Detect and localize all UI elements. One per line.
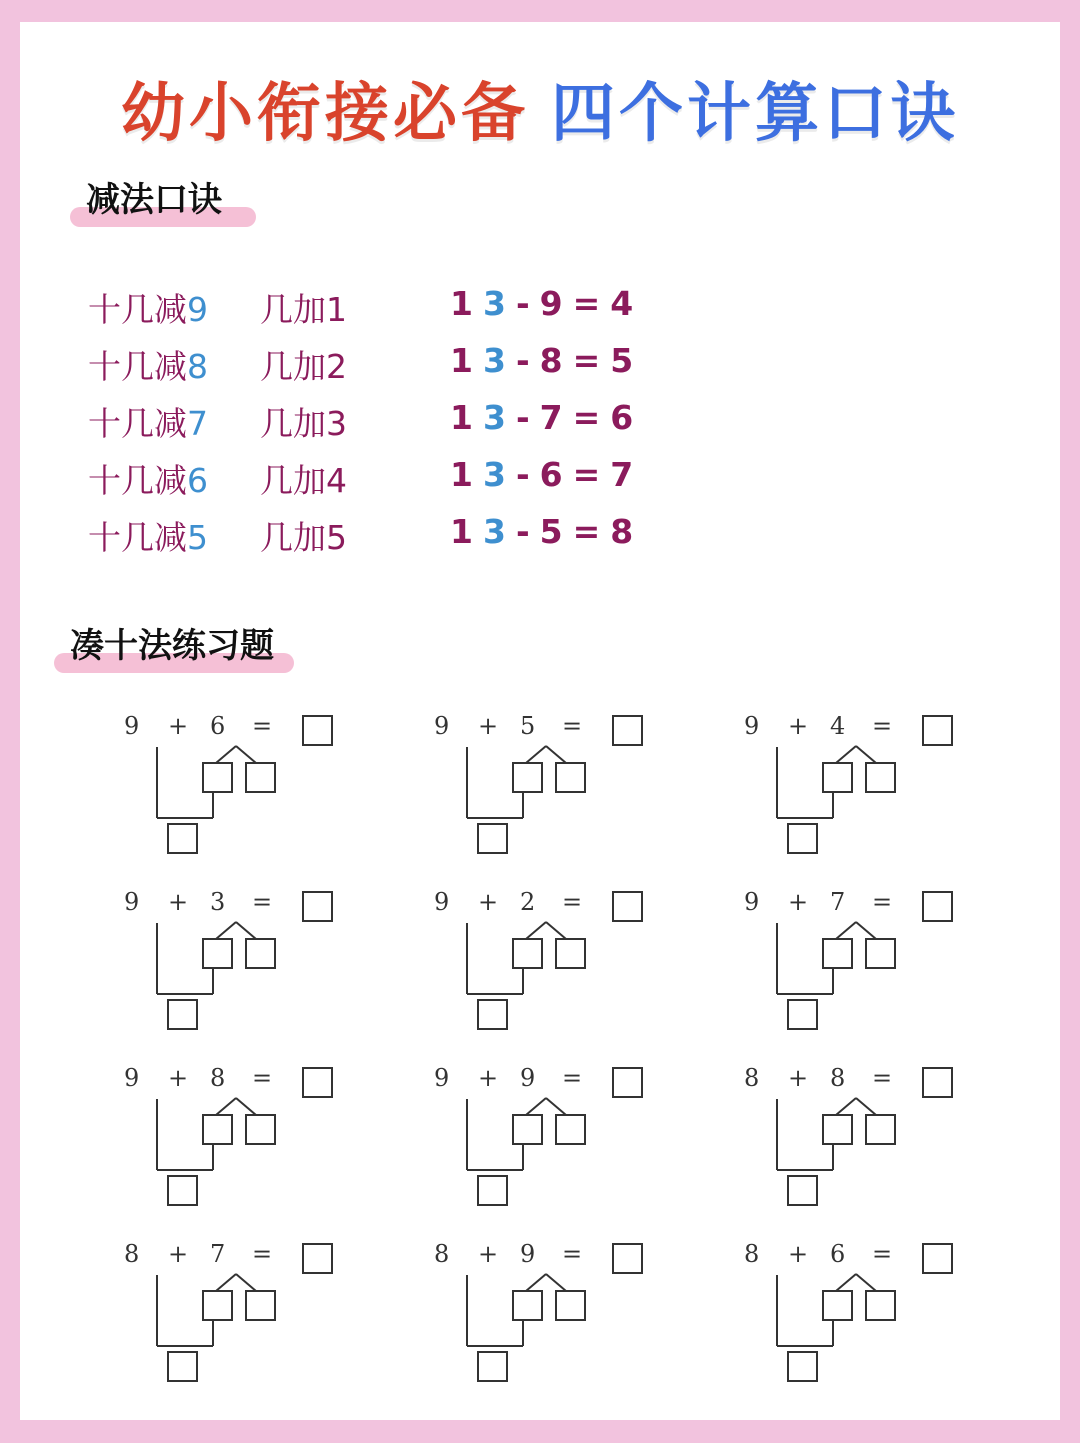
make-ten-diagram	[426, 878, 646, 1038]
split-box-right	[246, 939, 275, 968]
split-box-right	[556, 939, 585, 968]
ten-box	[478, 1352, 507, 1381]
split-line-right	[546, 1098, 566, 1115]
eq-result: 6	[610, 398, 644, 437]
addend-a: 9	[434, 888, 450, 916]
eq-operator: -	[515, 341, 540, 380]
answer-box	[613, 1244, 642, 1273]
practice-problem	[426, 878, 646, 1038]
split-line-left	[836, 1274, 856, 1291]
answer-box	[923, 892, 952, 921]
answer-box	[303, 1244, 332, 1273]
split-line-left	[836, 1098, 856, 1115]
addend-a: 8	[434, 1240, 450, 1268]
equals-sign: =	[562, 888, 583, 916]
rule-left	[88, 284, 208, 331]
eq-result: 5	[610, 341, 644, 380]
eq-digit-1: 1	[450, 512, 483, 551]
addend-b: 9	[520, 1064, 536, 1092]
split-box-left	[823, 1115, 852, 1144]
practice-problem	[736, 1054, 956, 1214]
eq-digit-1: 1	[450, 284, 483, 323]
practice-problem	[116, 878, 336, 1038]
eq-digit-2: 3	[482, 284, 516, 323]
plus-sign: +	[788, 1064, 809, 1092]
split-line-left	[526, 1098, 546, 1115]
eq-digit-2: 3	[482, 455, 516, 494]
split-line-right	[236, 746, 256, 763]
eq-subtrahend: 8	[539, 341, 573, 380]
split-box-right	[556, 1291, 585, 1320]
split-line-left	[216, 1274, 236, 1291]
addend-b: 4	[830, 712, 846, 740]
split-line-right	[856, 1098, 876, 1115]
rule-left-number: 6	[187, 461, 208, 500]
addend-a: 9	[434, 712, 450, 740]
worksheet-page	[20, 22, 1060, 1420]
section-heading-text: 凑十法练习题	[70, 626, 274, 666]
rule-left-text: 十几减	[88, 518, 187, 557]
ten-box	[788, 1352, 817, 1381]
ten-box	[168, 1176, 197, 1205]
make-ten-diagram	[736, 1054, 956, 1214]
rule-equation	[450, 284, 643, 323]
rule-left	[88, 398, 208, 445]
split-box-left	[203, 1115, 232, 1144]
split-line-right	[856, 1274, 876, 1291]
plus-sign: +	[788, 888, 809, 916]
ten-box	[788, 824, 817, 853]
split-box-left	[513, 1291, 542, 1320]
split-box-left	[513, 763, 542, 792]
answer-box	[613, 716, 642, 745]
rule-equation	[450, 341, 643, 380]
rule-equation	[450, 398, 643, 437]
rule-left	[88, 455, 208, 502]
answer-box	[613, 892, 642, 921]
equals-sign: =	[562, 712, 583, 740]
make-ten-diagram	[116, 1230, 336, 1390]
equals-sign: =	[252, 712, 273, 740]
addend-b: 2	[520, 888, 536, 916]
addend-b: 7	[830, 888, 846, 916]
split-line-right	[546, 1274, 566, 1291]
answer-box	[923, 716, 952, 745]
ten-box	[168, 1000, 197, 1029]
equals-sign: =	[252, 1064, 273, 1092]
title-part-1: 幼小衔接必备	[121, 77, 529, 151]
ten-box	[478, 1000, 507, 1029]
split-box-left	[823, 939, 852, 968]
rule-left-number: 7	[187, 404, 208, 443]
ten-box	[478, 1176, 507, 1205]
plus-sign: +	[168, 1064, 189, 1092]
equals-sign: =	[252, 888, 273, 916]
addend-b: 8	[210, 1064, 226, 1092]
answer-box	[303, 716, 332, 745]
practice-problem	[736, 702, 956, 862]
split-box-right	[866, 763, 895, 792]
rule-left-number: 9	[187, 290, 208, 329]
addend-a: 9	[124, 712, 140, 740]
eq-result: 4	[610, 284, 644, 323]
plus-sign: +	[788, 1240, 809, 1268]
addend-b: 9	[520, 1240, 536, 1268]
split-box-left	[203, 1291, 232, 1320]
split-line-left	[216, 922, 236, 939]
section-heading-subtraction	[86, 172, 222, 221]
split-line-left	[216, 1098, 236, 1115]
plus-sign: +	[168, 888, 189, 916]
make-ten-diagram	[116, 1054, 336, 1214]
split-line-left	[526, 1274, 546, 1291]
rule-right: 几加1	[260, 290, 347, 329]
split-box-right	[246, 1291, 275, 1320]
practice-problem	[426, 702, 646, 862]
rule-left-text: 十几减	[88, 404, 187, 443]
split-line-left	[526, 746, 546, 763]
split-line-right	[236, 1098, 256, 1115]
ten-box	[788, 1176, 817, 1205]
eq-digit-2: 3	[482, 512, 516, 551]
practice-problem	[426, 1230, 646, 1390]
split-box-right	[866, 939, 895, 968]
addend-a: 9	[124, 1064, 140, 1092]
plus-sign: +	[478, 1240, 499, 1268]
make-ten-diagram	[116, 878, 336, 1038]
addend-b: 6	[830, 1240, 846, 1268]
ten-box	[168, 824, 197, 853]
split-box-right	[246, 1115, 275, 1144]
practice-problem	[426, 1054, 646, 1214]
equals-sign: =	[872, 712, 893, 740]
rule-left	[88, 341, 208, 388]
eq-equals: =	[572, 341, 611, 380]
addend-a: 8	[744, 1240, 760, 1268]
eq-operator: -	[515, 284, 540, 323]
addend-b: 3	[210, 888, 226, 916]
eq-operator: -	[515, 512, 540, 551]
addend-a: 9	[744, 888, 760, 916]
eq-result: 8	[610, 512, 644, 551]
split-box-right	[556, 763, 585, 792]
addend-a: 9	[434, 1064, 450, 1092]
eq-equals: =	[572, 398, 611, 437]
make-ten-diagram	[426, 702, 646, 862]
section-heading-practice	[70, 618, 274, 667]
split-line-right	[856, 746, 876, 763]
eq-subtrahend: 7	[539, 398, 573, 437]
plus-sign: +	[168, 712, 189, 740]
equals-sign: =	[872, 888, 893, 916]
section-heading-text: 减法口诀	[86, 180, 222, 220]
eq-subtrahend: 6	[539, 455, 573, 494]
eq-subtrahend: 5	[539, 512, 573, 551]
split-line-left	[216, 746, 236, 763]
eq-digit-1: 1	[450, 341, 483, 380]
eq-digit-1: 1	[450, 398, 483, 437]
split-line-left	[836, 746, 856, 763]
addend-b: 6	[210, 712, 226, 740]
plus-sign: +	[478, 712, 499, 740]
answer-box	[923, 1244, 952, 1273]
addend-b: 7	[210, 1240, 226, 1268]
split-box-left	[513, 939, 542, 968]
practice-problem	[116, 1230, 336, 1390]
plus-sign: +	[788, 712, 809, 740]
rule-right: 几加3	[260, 404, 347, 443]
practice-problem	[736, 1230, 956, 1390]
addend-a: 9	[744, 712, 760, 740]
practice-problem	[116, 702, 336, 862]
eq-result: 7	[610, 455, 644, 494]
addend-a: 8	[124, 1240, 140, 1268]
eq-equals: =	[572, 455, 611, 494]
rule-right: 几加2	[260, 347, 347, 386]
split-box-left	[513, 1115, 542, 1144]
rule-left-text: 十几减	[88, 461, 187, 500]
addend-b: 5	[520, 712, 536, 740]
rule-equation	[450, 455, 643, 494]
split-box-right	[866, 1115, 895, 1144]
equals-sign: =	[562, 1064, 583, 1092]
eq-subtrahend: 9	[539, 284, 573, 323]
eq-operator: -	[515, 398, 540, 437]
make-ten-diagram	[736, 878, 956, 1038]
eq-equals: =	[572, 512, 611, 551]
rule-right: 几加4	[260, 461, 347, 500]
eq-operator: -	[515, 455, 540, 494]
split-line-left	[526, 922, 546, 939]
equals-sign: =	[562, 1240, 583, 1268]
equals-sign: =	[872, 1064, 893, 1092]
addend-b: 8	[830, 1064, 846, 1092]
split-box-right	[866, 1291, 895, 1320]
make-ten-diagram	[426, 1230, 646, 1390]
plus-sign: +	[168, 1240, 189, 1268]
page-title	[20, 62, 1060, 154]
plus-sign: +	[478, 888, 499, 916]
split-box-left	[203, 939, 232, 968]
title-part-2: 四个计算口诀	[551, 77, 959, 151]
rule-left-number: 5	[187, 518, 208, 557]
answer-box	[923, 1068, 952, 1097]
split-box-right	[246, 763, 275, 792]
plus-sign: +	[478, 1064, 499, 1092]
split-line-right	[856, 922, 876, 939]
split-line-right	[546, 746, 566, 763]
answer-box	[303, 892, 332, 921]
split-line-left	[836, 922, 856, 939]
rule-left	[88, 512, 208, 559]
split-line-right	[236, 922, 256, 939]
eq-digit-1: 1	[450, 455, 483, 494]
split-box-left	[823, 763, 852, 792]
make-ten-diagram	[116, 702, 336, 862]
split-box-right	[556, 1115, 585, 1144]
eq-digit-2: 3	[482, 341, 516, 380]
rule-left-text: 十几减	[88, 290, 187, 329]
eq-equals: =	[572, 284, 611, 323]
rule-left-text: 十几减	[88, 347, 187, 386]
practice-problem	[116, 1054, 336, 1214]
make-ten-diagram	[736, 702, 956, 862]
rule-right: 几加5	[260, 518, 347, 557]
split-box-left	[203, 763, 232, 792]
answer-box	[303, 1068, 332, 1097]
addend-a: 9	[124, 888, 140, 916]
equals-sign: =	[252, 1240, 273, 1268]
rule-equation	[450, 512, 643, 551]
split-line-right	[546, 922, 566, 939]
make-ten-diagram	[426, 1054, 646, 1214]
ten-box	[478, 824, 507, 853]
split-line-right	[236, 1274, 256, 1291]
practice-problem	[736, 878, 956, 1038]
answer-box	[613, 1068, 642, 1097]
addend-a: 8	[744, 1064, 760, 1092]
equals-sign: =	[872, 1240, 893, 1268]
eq-digit-2: 3	[482, 398, 516, 437]
ten-box	[168, 1352, 197, 1381]
split-box-left	[823, 1291, 852, 1320]
make-ten-diagram	[736, 1230, 956, 1390]
ten-box	[788, 1000, 817, 1029]
rule-left-number: 8	[187, 347, 208, 386]
